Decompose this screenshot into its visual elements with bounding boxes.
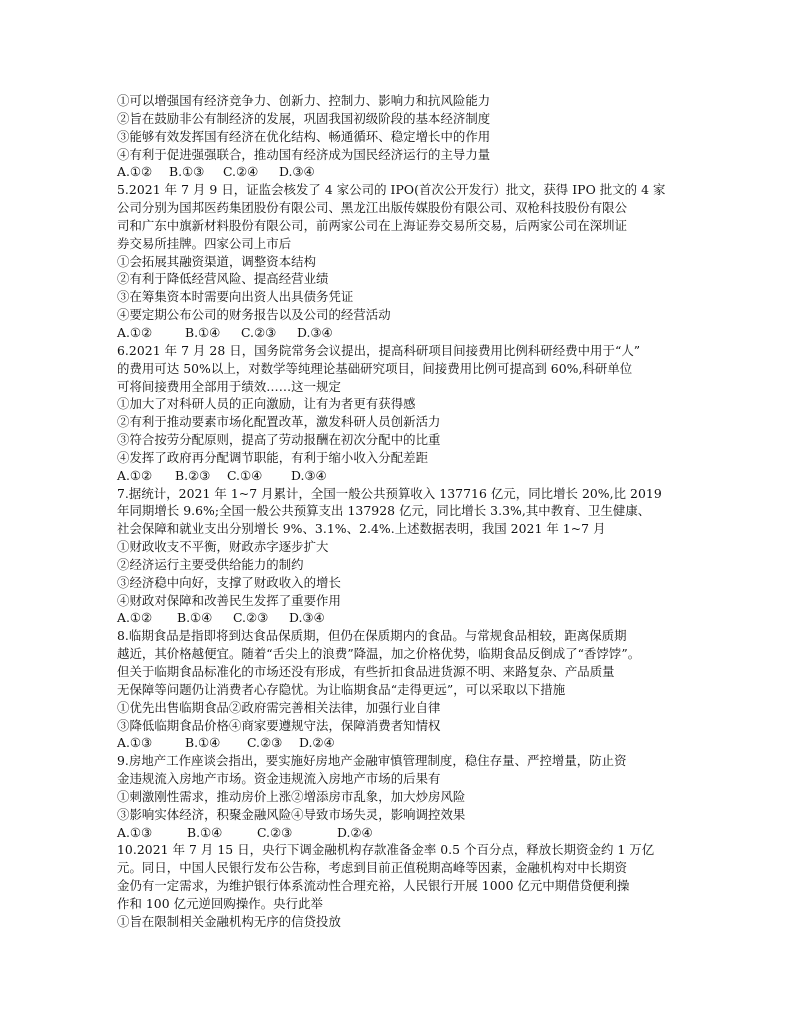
answer-b: B.①③ (169, 164, 205, 180)
question-stem-line: 公司分别为国邦医药集团股份有限公司、黑龙江出版传媒股份有限公司、双枪科技股份有限公 (117, 200, 628, 216)
option-line: ②旨在鼓励非公有制经济的发展，巩固我国初级阶段的基本经济制度 (117, 110, 491, 126)
question-stem-line: 无保障等问题仍让消费者心存隐忧。为让临期食品“走得更远”，可以采取以下措施 (117, 681, 566, 697)
question-stem-line: 元。同日，中国人民银行发布公告称，考虑到目前正值税期高峰等因素，金融机构对中长期资 (117, 860, 628, 876)
option-line: ①财政收支不平衡，财政赤字逐步扩大 (117, 539, 329, 555)
answer-a: A.①③ (117, 735, 153, 751)
answer-c: C.①④ (227, 467, 263, 483)
answer-a: A.①③ (117, 824, 153, 840)
answer-b: B.①④ (185, 735, 221, 751)
question-stem-line: 9.房地产工作座谈会指出，要实施好房地产金融审慎管理制度，稳住存量、严控增量，防止资 (117, 753, 627, 769)
question-stem-line: 5.2021 年 7 月 9 日，证监会核发了 4 家公司的 IPO(首次公开发行）批文，获得 IPO 批文的 4 家 (117, 182, 666, 198)
question-stem-line: 作和 100 亿元逆回购操作。央行此举 (117, 895, 323, 911)
question-stem-line: 社会保障和就业支出分别增长 9%、3.1%、2.4%.上述数据表明，我国 2021 年 1~7 月 (117, 521, 606, 537)
option-line: ①可以增强国有经济竞争力、创新力、控制力、影响力和抗风险能力 (117, 93, 491, 108)
question-10 (117, 841, 682, 930)
question-5-answers (117, 324, 682, 342)
answer-c: C.②③ (247, 735, 283, 751)
question-5 (117, 181, 682, 342)
question-9 (117, 752, 682, 841)
option-line: ①刺激刚性需求，推动房价上涨②增添房市乱象，加大炒房风险 (117, 788, 466, 804)
option-line: ③能够有效发挥国有经济在优化结构、畅通循环、稳定增长中的作用 (117, 128, 491, 144)
question-stem-line: 10.2021 年 7 月 15 日，央行下调金融机构存款准备金率 0.5 个百分点，释放长期资金约 1 万亿 (117, 842, 655, 858)
question-6 (117, 342, 682, 485)
option-line: ②经济运行主要受供给能力的制约 (117, 556, 304, 572)
answer-d: D.②④ (337, 824, 373, 840)
answer-b: B.①④ (187, 824, 223, 840)
question-7-answers (117, 609, 682, 627)
answer-c: C.②③ (241, 324, 277, 340)
option-line: ③在筹集资本时需要向出资人出具债务凭证 (117, 289, 354, 305)
question-6-answers (117, 467, 682, 485)
option-line: ④发挥了政府再分配调节职能，有利于缩小收入分配差距 (117, 449, 429, 465)
question-stem-line: 但关于临期食品标准化的市场还没有形成，有些折扣食品进货源不明、来路复杂、产品质量 (117, 664, 615, 679)
question-9-answers (117, 824, 682, 842)
answer-a: A.①② (117, 324, 153, 340)
answer-c: C.②③ (257, 824, 293, 840)
question-stem-line: 年同期增长 9.6%;全国一般公共预算支出 137928 亿元，同比增长 3.3%,其中教育、卫生健康、 (117, 503, 651, 519)
option-line: ③影响实体经济，积聚金融风险④导致市场失灵，影响调控效果 (117, 806, 466, 822)
question-8-answers (117, 734, 682, 752)
answer-b: B.②③ (175, 467, 211, 483)
option-line: ③降低临期食品价格④商家要遵规守法，保障消费者知情权 (117, 717, 441, 733)
question-7 (117, 485, 682, 628)
question-stem-line: 金仍有一定需求，为维护银行体系流动性合理充裕，人民银行开展 1000 亿元中期借贷便利操 (117, 878, 630, 894)
option-line: ④有利于促进强强联合，推动国有经济成为国民经济运行的主导力量 (117, 146, 491, 162)
answer-a: A.①② (117, 164, 153, 180)
answer-d: D.③④ (291, 467, 327, 483)
question-stem-line: 7.据统计，2021 年 1~7 月累计，全国一般公共预算收入 137716 亿元，同比增长 20%,比 2019 (117, 485, 662, 501)
question-4-options (117, 92, 682, 163)
question-stem-line: 券交易所挂牌。四家公司上市后 (117, 235, 292, 251)
question-stem-line: 8.临期食品是指即将到达食品保质期，但仍在保质期内的食品。与常规食品相较，距离保质期 (117, 628, 627, 644)
answer-d: D.③④ (297, 324, 333, 340)
question-stem-line: 越近，其价格越便宜。随着“舌尖上的浪费”降温，加之价格优势，临期食品反倒成了“香饽饽”。 (117, 646, 641, 662)
answer-d: D.③④ (289, 610, 325, 626)
answer-b: B.①④ (177, 610, 213, 626)
option-line: ④要定期公布公司的财务报告以及公司的经营活动 (117, 307, 391, 323)
answer-c: C.②④ (223, 164, 259, 180)
option-line: ①优先出售临期食品②政府需完善相关法律，加强行业自律 (117, 699, 441, 715)
question-stem-line: 的费用可达 50%以上，对数学等纯理论基础研究项目，间接费用比例可提高到 60%,科研单位 (117, 360, 633, 376)
question-8 (117, 627, 682, 752)
option-line: ②有利于降低经营风险、提高经营业绩 (117, 271, 329, 287)
answer-d: D.③④ (279, 164, 315, 180)
option-line: ①加大了对科研人员的正向激励，让有为者更有获得感 (117, 396, 416, 412)
answer-a: A.①② (117, 610, 153, 626)
question-stem-line: 6.2021 年 7 月 28 日，国务院常务会议提出，提高科研项目间接费用比例科研经费中用于“人” (117, 342, 641, 358)
answer-b: B.①④ (185, 324, 221, 340)
exam-page (117, 92, 682, 931)
option-line: ④财政对保障和改善民生发挥了重要作用 (117, 592, 341, 608)
question-stem-line: 司和广东中旗新材料股份有限公司，前两家公司在上海证券交易所交易，后两家公司在深圳证 (117, 217, 628, 233)
answer-a: A.①② (117, 467, 153, 483)
option-line: ②有利于推动要素市场化配置改革，激发科研人员创新活力 (117, 414, 441, 430)
answer-d: D.②④ (299, 735, 335, 751)
option-line: ①旨在限制相关金融机构无序的信贷投放 (117, 913, 341, 929)
option-line: ③符合按劳分配原则，提高了劳动报酬在初次分配中的比重 (117, 432, 441, 448)
question-stem-line: 金违规流入房地产市场。资金违规流入房地产市场的后果有 (117, 771, 441, 787)
question-stem-line: 可将间接费用全部用于绩效……这一规定 (117, 378, 341, 394)
answer-c: C.②③ (233, 610, 269, 626)
question-4-answers (117, 163, 682, 181)
option-line: ①会拓展其融资渠道，调整资本结构 (117, 253, 317, 269)
option-line: ③经济稳中向好，支撑了财政收入的增长 (117, 574, 341, 590)
